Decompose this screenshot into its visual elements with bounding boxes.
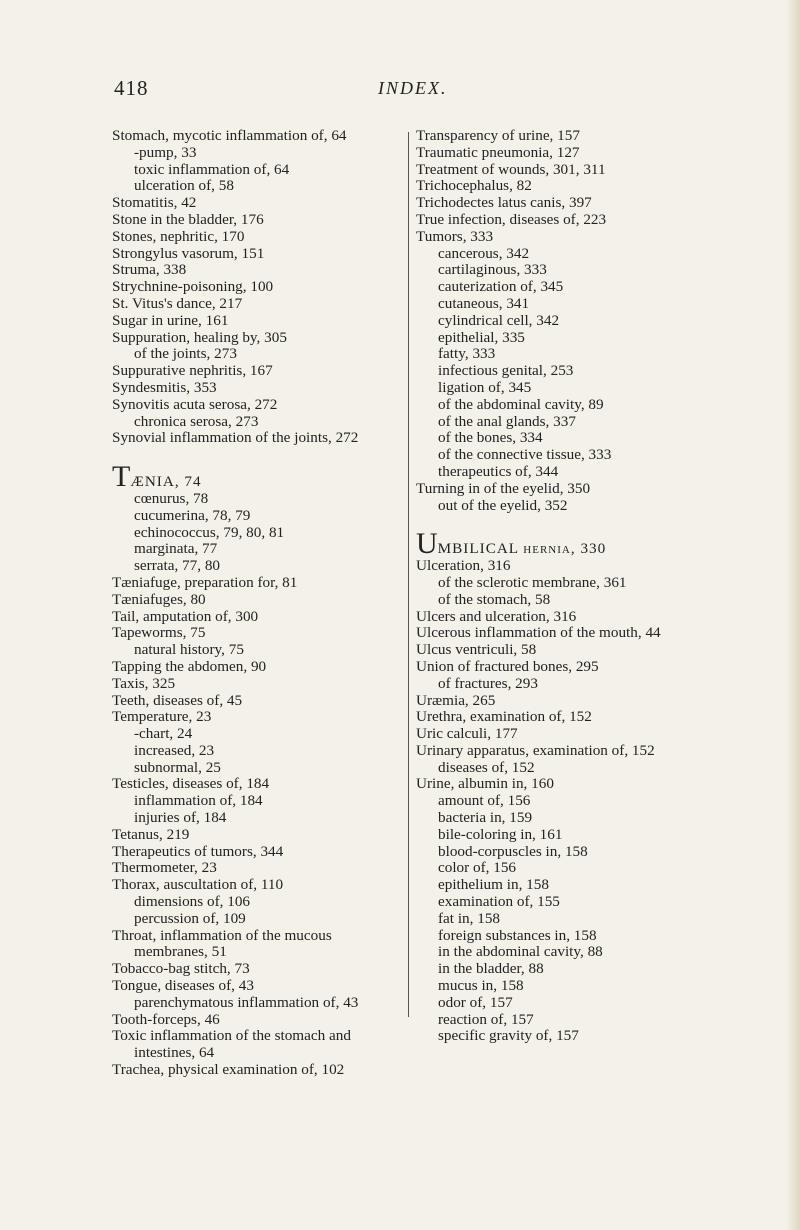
- entry-text: ÆNIA, 74: [130, 473, 202, 491]
- index-subentry: of the joints, 273: [134, 345, 237, 363]
- index-subentry: cauterization of, 345: [438, 278, 564, 296]
- index-entry: Throat, inflammation of the mucous membranes, 51: [112, 926, 332, 961]
- index-entry: Urinary apparatus, examination of, 152: [416, 741, 655, 759]
- index-subentry: of the anal glands, 337: [438, 412, 576, 430]
- index-subentry: of the stomach, 58: [438, 590, 551, 608]
- index-subentry: specific gravity of, 157: [438, 1027, 579, 1045]
- index-entry: Synovial inflammation of the joints, 272: [112, 429, 359, 447]
- index-subentry: amount of, 156: [438, 792, 531, 810]
- index-subentry: therapeutics of, 344: [438, 462, 559, 480]
- index-entry: Suppuration, healing by, 305: [112, 328, 287, 346]
- index-section-start: [112, 460, 404, 494]
- index-entry: Uric calculi, 177: [416, 725, 518, 743]
- index-subentry: fatty, 333: [438, 345, 496, 363]
- index-entry: Stomatitis, 42: [112, 194, 197, 212]
- index-subentry: of the abdominal cavity, 89: [438, 395, 604, 413]
- index-subentry: echinococcus, 79, 80, 81: [134, 523, 285, 541]
- drop-initial: T: [112, 460, 131, 494]
- index-subentry: of the bones, 334: [438, 429, 543, 447]
- index-entry: Sugar in urine, 161: [112, 311, 229, 329]
- page-edge: [786, 0, 800, 1230]
- index-subentry: ulceration of, 58: [134, 177, 234, 195]
- index-entry: True infection, diseases of, 223: [416, 210, 607, 228]
- index-entry: Teeth, diseases of, 45: [112, 691, 243, 709]
- index-entry: Thermometer, 23: [112, 859, 217, 877]
- index-entry: Suppurative nephritis, 167: [112, 362, 273, 380]
- index-subentry: fat in, 158: [438, 909, 501, 927]
- index-entry: Temperature, 23: [112, 708, 212, 726]
- index-entry: Therapeutics of tumors, 344: [112, 842, 284, 860]
- index-entry: Treatment of wounds, 301, 311: [416, 160, 606, 178]
- index-entry: Ulcers and ulceration, 316: [416, 607, 577, 625]
- index-subentry: diseases of, 152: [438, 758, 535, 776]
- index-subentry: cutaneous, 341: [438, 294, 530, 312]
- index-subentry: color of, 156: [438, 859, 517, 877]
- index-subentry: cylindrical cell, 342: [438, 311, 560, 329]
- index-subentry: in the abdominal cavity, 88: [438, 943, 603, 961]
- index-subentry: of the connective tissue, 333: [438, 446, 612, 464]
- index-subentry: cancerous, 342: [438, 244, 530, 262]
- index-subentry: cœnurus, 78: [134, 489, 209, 507]
- index-entry: Stomach, mycotic inflammation of, 64: [112, 127, 347, 144]
- index-subentry: percussion of, 109: [134, 909, 246, 927]
- index-subentry: out of the eyelid, 352: [438, 496, 568, 514]
- index-entry: Trichodectes latus canis, 397: [416, 194, 592, 212]
- index-subentry: parenchymatous inflammation of, 43: [134, 993, 359, 1011]
- index-column-left: [112, 128, 404, 1079]
- index-entry: Syndesmitis, 353: [112, 378, 217, 396]
- index-entry: Ulceration, 316: [416, 557, 511, 575]
- index-subentry: cucumerina, 78, 79: [134, 506, 251, 524]
- index-subentry: reaction of, 157: [438, 1010, 534, 1028]
- index-subentry: subnormal, 25: [134, 758, 221, 776]
- index-entry: Tobacco-bag stitch, 73: [112, 960, 250, 978]
- index-entry: Ulcus ventriculi, 58: [416, 641, 537, 659]
- index-entry: St. Vitus's dance, 217: [112, 294, 243, 312]
- index-subentry: blood-corpuscles in, 158: [438, 842, 588, 860]
- index-entry: Ulcerous inflammation of the mouth, 44: [416, 624, 661, 642]
- index-subentry: infectious genital, 253: [438, 362, 574, 380]
- index-subentry: foreign substances in, 158: [438, 926, 597, 944]
- index-entry: Synovitis acuta serosa, 272: [112, 395, 278, 413]
- index-subentry: cartilaginous, 333: [438, 261, 547, 279]
- index-subentry: chronica serosa, 273: [134, 412, 259, 430]
- index-entry: Tail, amputation of, 300: [112, 607, 259, 625]
- index-entry: Turning in of the eyelid, 350: [416, 479, 591, 497]
- index-subentry: serrata, 77, 80: [134, 557, 221, 575]
- index-entry: Testicles, diseases of, 184: [112, 775, 270, 793]
- index-entry: Strongylus vasorum, 151: [112, 244, 265, 262]
- index-section-start: [416, 527, 711, 561]
- index-subentry: injuries of, 184: [134, 809, 227, 827]
- index-subentry: -chart, 24: [134, 725, 193, 743]
- index-subentry: of fractures, 293: [438, 674, 538, 692]
- index-entry: Toxic inflammation of the stomach and intestines, 64: [112, 1027, 351, 1062]
- index-entry: Tooth-forceps, 46: [112, 1010, 220, 1028]
- index-subentry: -pump, 33: [134, 143, 197, 161]
- index-entry: Tæniafuges, 80: [112, 590, 206, 608]
- section-gap: [112, 447, 404, 469]
- index-entry: Tumors, 333: [416, 227, 494, 245]
- index-entry: Tongue, diseases of, 43: [112, 977, 254, 995]
- page-header: [0, 76, 800, 106]
- index-entry: Uræmia, 265: [416, 691, 496, 709]
- index-entry: Strychnine-poisoning, 100: [112, 278, 274, 296]
- running-head: INDEX.: [378, 78, 448, 98]
- index-entry: Union of fractured bones, 295: [416, 657, 599, 675]
- index-subentry: ligation of, 345: [438, 378, 532, 396]
- index-entry: Stones, nephritic, 170: [112, 227, 245, 245]
- drop-initial: U: [416, 527, 438, 561]
- index-entry: Thorax, auscultation of, 110: [112, 876, 284, 894]
- index-subentry: examination of, 155: [438, 893, 560, 911]
- index-entry: Trichocephalus, 82: [416, 177, 532, 195]
- index-subentry: increased, 23: [134, 741, 215, 759]
- index-subentry: marginata, 77: [134, 540, 218, 558]
- index-column-right: [416, 128, 711, 1045]
- index-entry: Struma, 338: [112, 261, 187, 279]
- index-entry: Tapeworms, 75: [112, 624, 206, 642]
- section-gap: [416, 514, 711, 536]
- entry-text: MBILICAL hernia, 330: [437, 540, 607, 558]
- index-subentry: bile-coloring in, 161: [438, 825, 563, 843]
- index-entry: Tæniafuge, preparation for, 81: [112, 573, 298, 591]
- index-subentry: inflammation of, 184: [134, 792, 263, 810]
- index-entry: Urethra, examination of, 152: [416, 708, 592, 726]
- index-subentry: dimensions of, 106: [134, 893, 251, 911]
- index-entry: Taxis, 325: [112, 674, 176, 692]
- index-subentry: in the bladder, 88: [438, 960, 544, 978]
- index-entry: Tetanus, 219: [112, 825, 190, 843]
- index-entry: Trachea, physical examination of, 102: [112, 1061, 345, 1079]
- page-number: 418: [114, 76, 149, 100]
- index-entry: Traumatic pneumonia, 127: [416, 143, 580, 161]
- index-entry: Transparency of urine, 157: [416, 127, 580, 144]
- column-divider: [408, 132, 409, 1017]
- index-subentry: of the sclerotic membrane, 361: [438, 573, 627, 591]
- index-entry: Stone in the bladder, 176: [112, 210, 264, 228]
- index-subentry: epithelium in, 158: [438, 876, 549, 894]
- index-subentry: epithelial, 335: [438, 328, 525, 346]
- index-subentry: odor of, 157: [438, 993, 513, 1011]
- index-subentry: toxic inflammation of, 64: [134, 160, 290, 178]
- index-entry: Urine, albumin in, 160: [416, 775, 554, 793]
- index-entry: Tapping the abdomen, 90: [112, 657, 267, 675]
- index-subentry: mucus in, 158: [438, 977, 524, 995]
- index-subentry: bacteria in, 159: [438, 809, 533, 827]
- index-subentry: natural history, 75: [134, 641, 244, 659]
